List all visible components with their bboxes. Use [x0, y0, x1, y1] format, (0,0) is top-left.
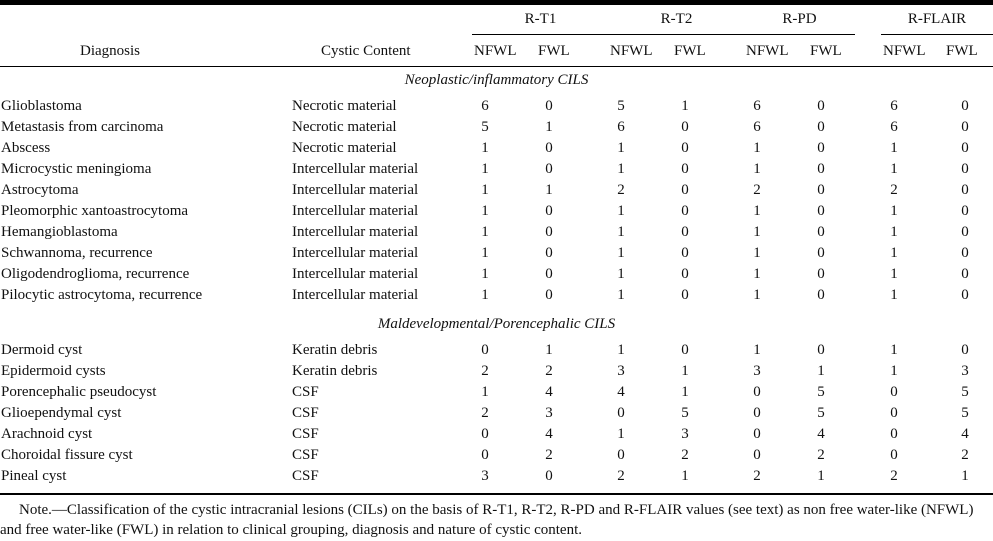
cell-value: 2 [681, 447, 689, 463]
cell-value: 0 [545, 245, 553, 261]
cell-value: 0 [681, 287, 689, 303]
cell-value: 0 [817, 182, 825, 198]
cell-value: 1 [617, 266, 625, 282]
cell-value: 1 [617, 426, 625, 442]
cell-value: 1 [617, 140, 625, 156]
cell-value: 0 [961, 266, 969, 282]
cell-value: 0 [961, 98, 969, 114]
cell-diagnosis: Porencephalic pseudocyst [1, 384, 157, 400]
cell-value: 3 [753, 363, 761, 379]
cell-diagnosis: Abscess [1, 140, 51, 156]
cell-value: 1 [890, 224, 898, 240]
cell-value: 0 [681, 224, 689, 240]
cell-value: 6 [890, 98, 898, 114]
table-row [0, 201, 993, 222]
section-title-maldevelopmental: Maldevelopmental/Porencephalic CILS [377, 316, 616, 332]
table-row [0, 222, 993, 243]
cell-value: 3 [681, 426, 689, 442]
header-col-nfwl: NFWL [474, 43, 517, 59]
cell-value: 0 [681, 203, 689, 219]
cell-diagnosis: Pilocytic astrocytoma, recurrence [1, 287, 203, 303]
cell-value: 0 [961, 245, 969, 261]
cell-value: 5 [817, 405, 825, 421]
cell-value: 0 [753, 384, 761, 400]
cell-value: 0 [817, 119, 825, 135]
cell-value: 0 [681, 245, 689, 261]
cell-value: 0 [545, 468, 553, 484]
cell-value: 2 [961, 447, 969, 463]
cell-value: 0 [817, 140, 825, 156]
table-row [0, 159, 993, 180]
cell-value: 1 [890, 245, 898, 261]
cell-value: 1 [753, 203, 761, 219]
header-group-r-flair: R-FLAIR [907, 11, 967, 27]
cell-value: 0 [681, 266, 689, 282]
header-diagnosis: Diagnosis [80, 43, 140, 59]
cell-value: 0 [545, 287, 553, 303]
cell-cystic-content: Intercellular material [292, 287, 419, 303]
table-row [0, 361, 993, 382]
table-row [0, 424, 993, 445]
table-row [0, 445, 993, 466]
cell-diagnosis: Oligodendroglioma, recurrence [1, 266, 190, 282]
cell-value: 4 [817, 426, 825, 442]
cell-value: 0 [961, 140, 969, 156]
cell-value: 0 [617, 405, 625, 421]
cell-value: 3 [545, 405, 553, 421]
cell-diagnosis: Astrocytoma [1, 182, 79, 198]
cell-value: 1 [961, 468, 969, 484]
cell-value: 1 [617, 161, 625, 177]
cell-value: 2 [545, 447, 553, 463]
cell-value: 2 [890, 182, 898, 198]
cell-value: 1 [481, 384, 489, 400]
cell-cystic-content: CSF [292, 468, 319, 484]
cell-value: 1 [890, 287, 898, 303]
header-group-r-pd: R-PD [782, 11, 817, 27]
table-bottom-rule [0, 493, 993, 495]
cell-value: 1 [617, 245, 625, 261]
cell-value: 1 [545, 182, 553, 198]
cell-diagnosis: Dermoid cyst [1, 342, 83, 358]
cell-value: 1 [617, 203, 625, 219]
table-row [0, 117, 993, 138]
cell-value: 0 [890, 405, 898, 421]
cell-value: 1 [890, 161, 898, 177]
cell-value: 0 [961, 224, 969, 240]
cell-value: 0 [545, 224, 553, 240]
cell-value: 0 [681, 161, 689, 177]
cell-value: 0 [617, 447, 625, 463]
table-note: Note.—Classification of the cystic intracranial lesions (CILs) on the basis of R-T1, R-T2, R-PD and R-FLAIR values (see text) as non free water-like (NFWL) and free water-like (FWL) in relation to clinical grouping, diagnosis and nature of cystic content. [0, 502, 974, 538]
cell-diagnosis: Arachnoid cyst [1, 426, 93, 442]
cell-value: 0 [817, 266, 825, 282]
cell-cystic-content: Intercellular material [292, 224, 419, 240]
cell-cystic-content: Keratin debris [292, 342, 378, 358]
cell-value: 4 [617, 384, 625, 400]
cell-value: 5 [817, 384, 825, 400]
cell-value: 0 [545, 203, 553, 219]
cell-value: 0 [681, 342, 689, 358]
cell-value: 4 [961, 426, 969, 442]
cell-value: 0 [961, 287, 969, 303]
cell-value: 0 [890, 447, 898, 463]
cell-value: 2 [481, 405, 489, 421]
table-row [0, 138, 993, 159]
cell-value: 1 [481, 161, 489, 177]
cell-value: 1 [681, 363, 689, 379]
cell-value: 2 [890, 468, 898, 484]
cell-value: 2 [481, 363, 489, 379]
cell-value: 0 [545, 98, 553, 114]
cell-value: 6 [617, 119, 625, 135]
cell-cystic-content: CSF [292, 384, 319, 400]
cell-value: 2 [617, 182, 625, 198]
cell-value: 0 [681, 140, 689, 156]
cell-value: 0 [545, 140, 553, 156]
table-row [0, 180, 993, 201]
header-col-fwl: FWL [810, 43, 842, 59]
cell-value: 1 [890, 266, 898, 282]
cell-value: 2 [753, 468, 761, 484]
header-group-r-t1: R-T1 [524, 11, 557, 27]
cell-value: 5 [617, 98, 625, 114]
cell-value: 1 [617, 224, 625, 240]
cell-cystic-content: Necrotic material [292, 98, 397, 114]
cell-value: 0 [817, 224, 825, 240]
cell-value: 1 [617, 342, 625, 358]
cell-value: 0 [961, 203, 969, 219]
table-row [0, 96, 993, 117]
cell-value: 1 [545, 119, 553, 135]
cell-value: 1 [890, 363, 898, 379]
cell-value: 0 [545, 161, 553, 177]
cell-diagnosis: Epidermoid cysts [1, 363, 106, 379]
cell-value: 1 [890, 342, 898, 358]
cell-value: 6 [481, 98, 489, 114]
cell-value: 0 [817, 98, 825, 114]
cell-cystic-content: CSF [292, 426, 319, 442]
cell-diagnosis: Hemangioblastoma [1, 224, 118, 240]
cell-value: 1 [481, 140, 489, 156]
cell-value: 0 [681, 182, 689, 198]
cell-value: 2 [617, 468, 625, 484]
cell-value: 4 [545, 384, 553, 400]
cell-value: 1 [545, 342, 553, 358]
cell-value: 0 [481, 342, 489, 358]
cell-value: 0 [890, 426, 898, 442]
cell-cystic-content: Intercellular material [292, 182, 419, 198]
cell-value: 1 [481, 245, 489, 261]
cell-value: 1 [481, 182, 489, 198]
cell-value: 1 [681, 98, 689, 114]
cell-value: 1 [817, 468, 825, 484]
cell-value: 2 [753, 182, 761, 198]
cell-value: 1 [481, 266, 489, 282]
cell-value: 5 [961, 384, 969, 400]
table-row [0, 382, 993, 403]
header-col-fwl: FWL [674, 43, 706, 59]
table-top-rule [0, 0, 993, 5]
cell-value: 0 [817, 287, 825, 303]
cell-value: 1 [753, 161, 761, 177]
cell-cystic-content: Necrotic material [292, 119, 397, 135]
cell-value: 0 [753, 405, 761, 421]
cell-value: 1 [681, 468, 689, 484]
cell-value: 1 [817, 363, 825, 379]
cell-cystic-content: Intercellular material [292, 266, 419, 282]
cell-diagnosis: Glioependymal cyst [1, 405, 122, 421]
cell-value: 5 [681, 405, 689, 421]
cell-value: 0 [817, 342, 825, 358]
header-col-fwl: FWL [946, 43, 978, 59]
cell-diagnosis: Schwannoma, recurrence [1, 245, 153, 261]
cell-diagnosis: Pleomorphic xantoastrocytoma [1, 203, 189, 219]
cell-value: 0 [817, 245, 825, 261]
cell-value: 4 [545, 426, 553, 442]
cell-value: 0 [961, 119, 969, 135]
header-col-nfwl: NFWL [883, 43, 926, 59]
cell-value: 5 [961, 405, 969, 421]
table-row [0, 264, 993, 285]
cell-value: 6 [753, 98, 761, 114]
cell-value: 0 [817, 161, 825, 177]
cell-diagnosis: Metastasis from carcinoma [1, 119, 164, 135]
cell-cystic-content: CSF [292, 447, 319, 463]
cell-diagnosis: Microcystic meningioma [1, 161, 152, 177]
header-col-nfwl: NFWL [610, 43, 653, 59]
cell-diagnosis: Choroidal fissure cyst [1, 447, 133, 463]
cell-value: 2 [545, 363, 553, 379]
cell-value: 3 [481, 468, 489, 484]
cell-value: 0 [961, 182, 969, 198]
cell-value: 1 [481, 224, 489, 240]
cell-cystic-content: CSF [292, 405, 319, 421]
header-bottom-rule [0, 66, 993, 67]
cell-value: 0 [753, 426, 761, 442]
header-col-fwl: FWL [538, 43, 570, 59]
table-row [0, 340, 993, 361]
table-row [0, 466, 993, 487]
header-group-r-t2: R-T2 [660, 11, 693, 27]
cell-value: 6 [890, 119, 898, 135]
cell-value: 1 [890, 140, 898, 156]
table-row [0, 243, 993, 264]
cell-value: 0 [961, 342, 969, 358]
section-title-neoplastic: Neoplastic/inflammatory CILS [404, 72, 589, 88]
group-rule [472, 34, 609, 35]
cell-cystic-content: Keratin debris [292, 363, 378, 379]
cell-value: 3 [617, 363, 625, 379]
cell-value: 1 [753, 140, 761, 156]
header-col-nfwl: NFWL [746, 43, 789, 59]
cell-value: 1 [681, 384, 689, 400]
cell-value: 0 [961, 161, 969, 177]
cell-value: 1 [753, 342, 761, 358]
table-row [0, 285, 993, 306]
cell-diagnosis: Pineal cyst [1, 468, 67, 484]
cell-value: 1 [753, 266, 761, 282]
cell-value: 6 [753, 119, 761, 135]
group-rule [608, 34, 745, 35]
cell-value: 2 [817, 447, 825, 463]
cell-value: 1 [753, 287, 761, 303]
table-row [0, 403, 993, 424]
cell-value: 0 [817, 203, 825, 219]
cell-value: 0 [481, 447, 489, 463]
cell-value: 1 [481, 287, 489, 303]
cell-value: 0 [753, 447, 761, 463]
group-rule [881, 34, 993, 35]
cell-cystic-content: Necrotic material [292, 140, 397, 156]
cell-value: 0 [890, 384, 898, 400]
group-rule [744, 34, 855, 35]
cell-value: 1 [481, 203, 489, 219]
cell-cystic-content: Intercellular material [292, 245, 419, 261]
cell-value: 1 [753, 224, 761, 240]
cell-value: 5 [481, 119, 489, 135]
cell-value: 1 [617, 287, 625, 303]
header-cystic-content: Cystic Content [321, 43, 411, 59]
cell-cystic-content: Intercellular material [292, 161, 419, 177]
cell-value: 0 [545, 266, 553, 282]
cell-value: 1 [890, 203, 898, 219]
cell-cystic-content: Intercellular material [292, 203, 419, 219]
cell-value: 0 [681, 119, 689, 135]
cell-value: 3 [961, 363, 969, 379]
cell-diagnosis: Glioblastoma [1, 98, 82, 114]
cell-value: 0 [481, 426, 489, 442]
cell-value: 1 [753, 245, 761, 261]
